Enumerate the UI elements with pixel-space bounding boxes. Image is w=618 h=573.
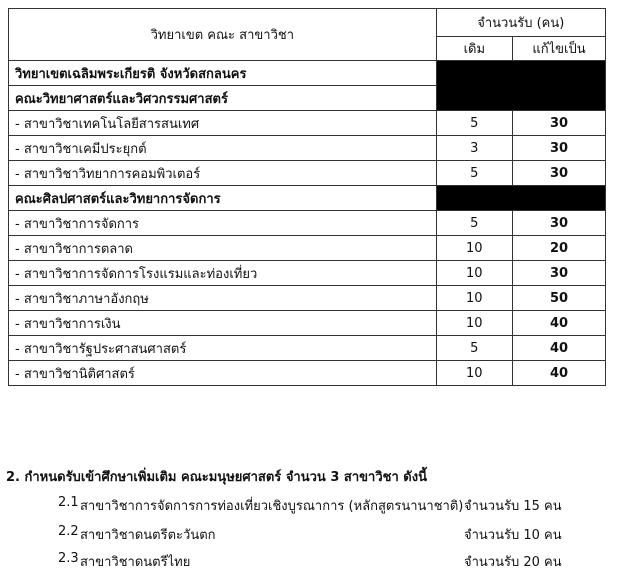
item-number: 2.1 [58,495,79,510]
blacked-cell [436,61,605,111]
header-label: วิทยาเขต คณะ สาขาวิชา [9,9,437,61]
table-row [9,261,606,286]
new-quota: 30 [513,136,606,161]
program-label: - สาขาวิชาการจัดการ [9,211,437,236]
old-quota: 10 [436,286,512,311]
faculty-label: คณะวิทยาศาสตร์และวิศวกรรมศาสตร์ [9,86,437,111]
header-new: แก้ไขเป็น [513,37,606,61]
section-2-heading: 2. กำหนดรับเข้าศึกษาเพิ่มเติม คณะมนุษยศาสตร์ จำนวน 3 สาขาวิชา ดังนี้ [6,470,427,485]
program-label: - สาขาวิชาภาษาอังกฤษ [9,286,437,311]
new-quota: 40 [513,311,606,336]
old-quota: 10 [436,261,512,286]
old-quota: 5 [436,161,512,186]
program-label: - สาขาวิชาการตลาด [9,236,437,261]
old-quota: 10 [436,361,512,386]
new-quota: 30 [513,111,606,136]
table-row [9,161,606,186]
program-label: - สาขาวิชานิติศาสตร์ [9,361,437,386]
program-label: - สาขาวิชาการเงิน [9,311,437,336]
table-row [9,211,606,236]
program-label: - สาขาวิชาเคมีประยุกต์ [9,136,437,161]
table-row [9,236,606,261]
new-quota: 30 [513,161,606,186]
item-program: สาขาวิชาการจัดการการท่องเที่ยวเชิงบูรณาการ (หลักสูตรนานาชาติ) [80,499,464,514]
old-quota: 3 [436,136,512,161]
table-row-campus [9,61,606,86]
program-label: - สาขาวิชาวิทยาการคอมพิวเตอร์ [9,161,437,186]
new-quota: 20 [513,236,606,261]
table-header-row [9,9,606,37]
old-quota: 10 [436,236,512,261]
admission-quota-table [8,8,606,386]
old-quota: 5 [436,336,512,361]
program-label: - สาขาวิชารัฐประศาสนศาสตร์ [9,336,437,361]
header-old: เดิม [436,37,512,61]
new-quota: 50 [513,286,606,311]
table-row-faculty [9,186,606,211]
item-number: 2.3 [58,551,79,566]
table-row [9,361,606,386]
old-quota: 10 [436,311,512,336]
table-row [9,286,606,311]
new-quota: 40 [513,361,606,386]
item-quota: จำนวนรับ 20 คน [464,555,562,570]
blacked-cell [436,186,605,211]
item-quota: จำนวนรับ 10 คน [464,528,562,543]
table-row [9,111,606,136]
program-label: - สาขาวิชาการจัดการโรงแรมและท่องเที่ยว [9,261,437,286]
new-quota: 30 [513,211,606,236]
campus-label: วิทยาเขตเฉลิมพระเกียรติ จังหวัดสกลนคร [9,61,437,86]
program-label: - สาขาวิชาเทคโนโลยีสารสนเทศ [9,111,437,136]
table-row [9,311,606,336]
item-program: สาขาวิชาดนตรีไทย [80,555,191,570]
faculty-label: คณะศิลปศาสตร์และวิทยาการจัดการ [9,186,437,211]
new-quota: 30 [513,261,606,286]
item-number: 2.2 [58,524,79,539]
table-row [9,136,606,161]
new-quota: 40 [513,336,606,361]
item-quota: จำนวนรับ 15 คน [464,499,562,514]
item-program: สาขาวิชาดนตรีตะวันตก [80,528,216,543]
old-quota: 5 [436,111,512,136]
header-group: จำนวนรับ (คน) [436,9,605,37]
old-quota: 5 [436,211,512,236]
table-row [9,336,606,361]
